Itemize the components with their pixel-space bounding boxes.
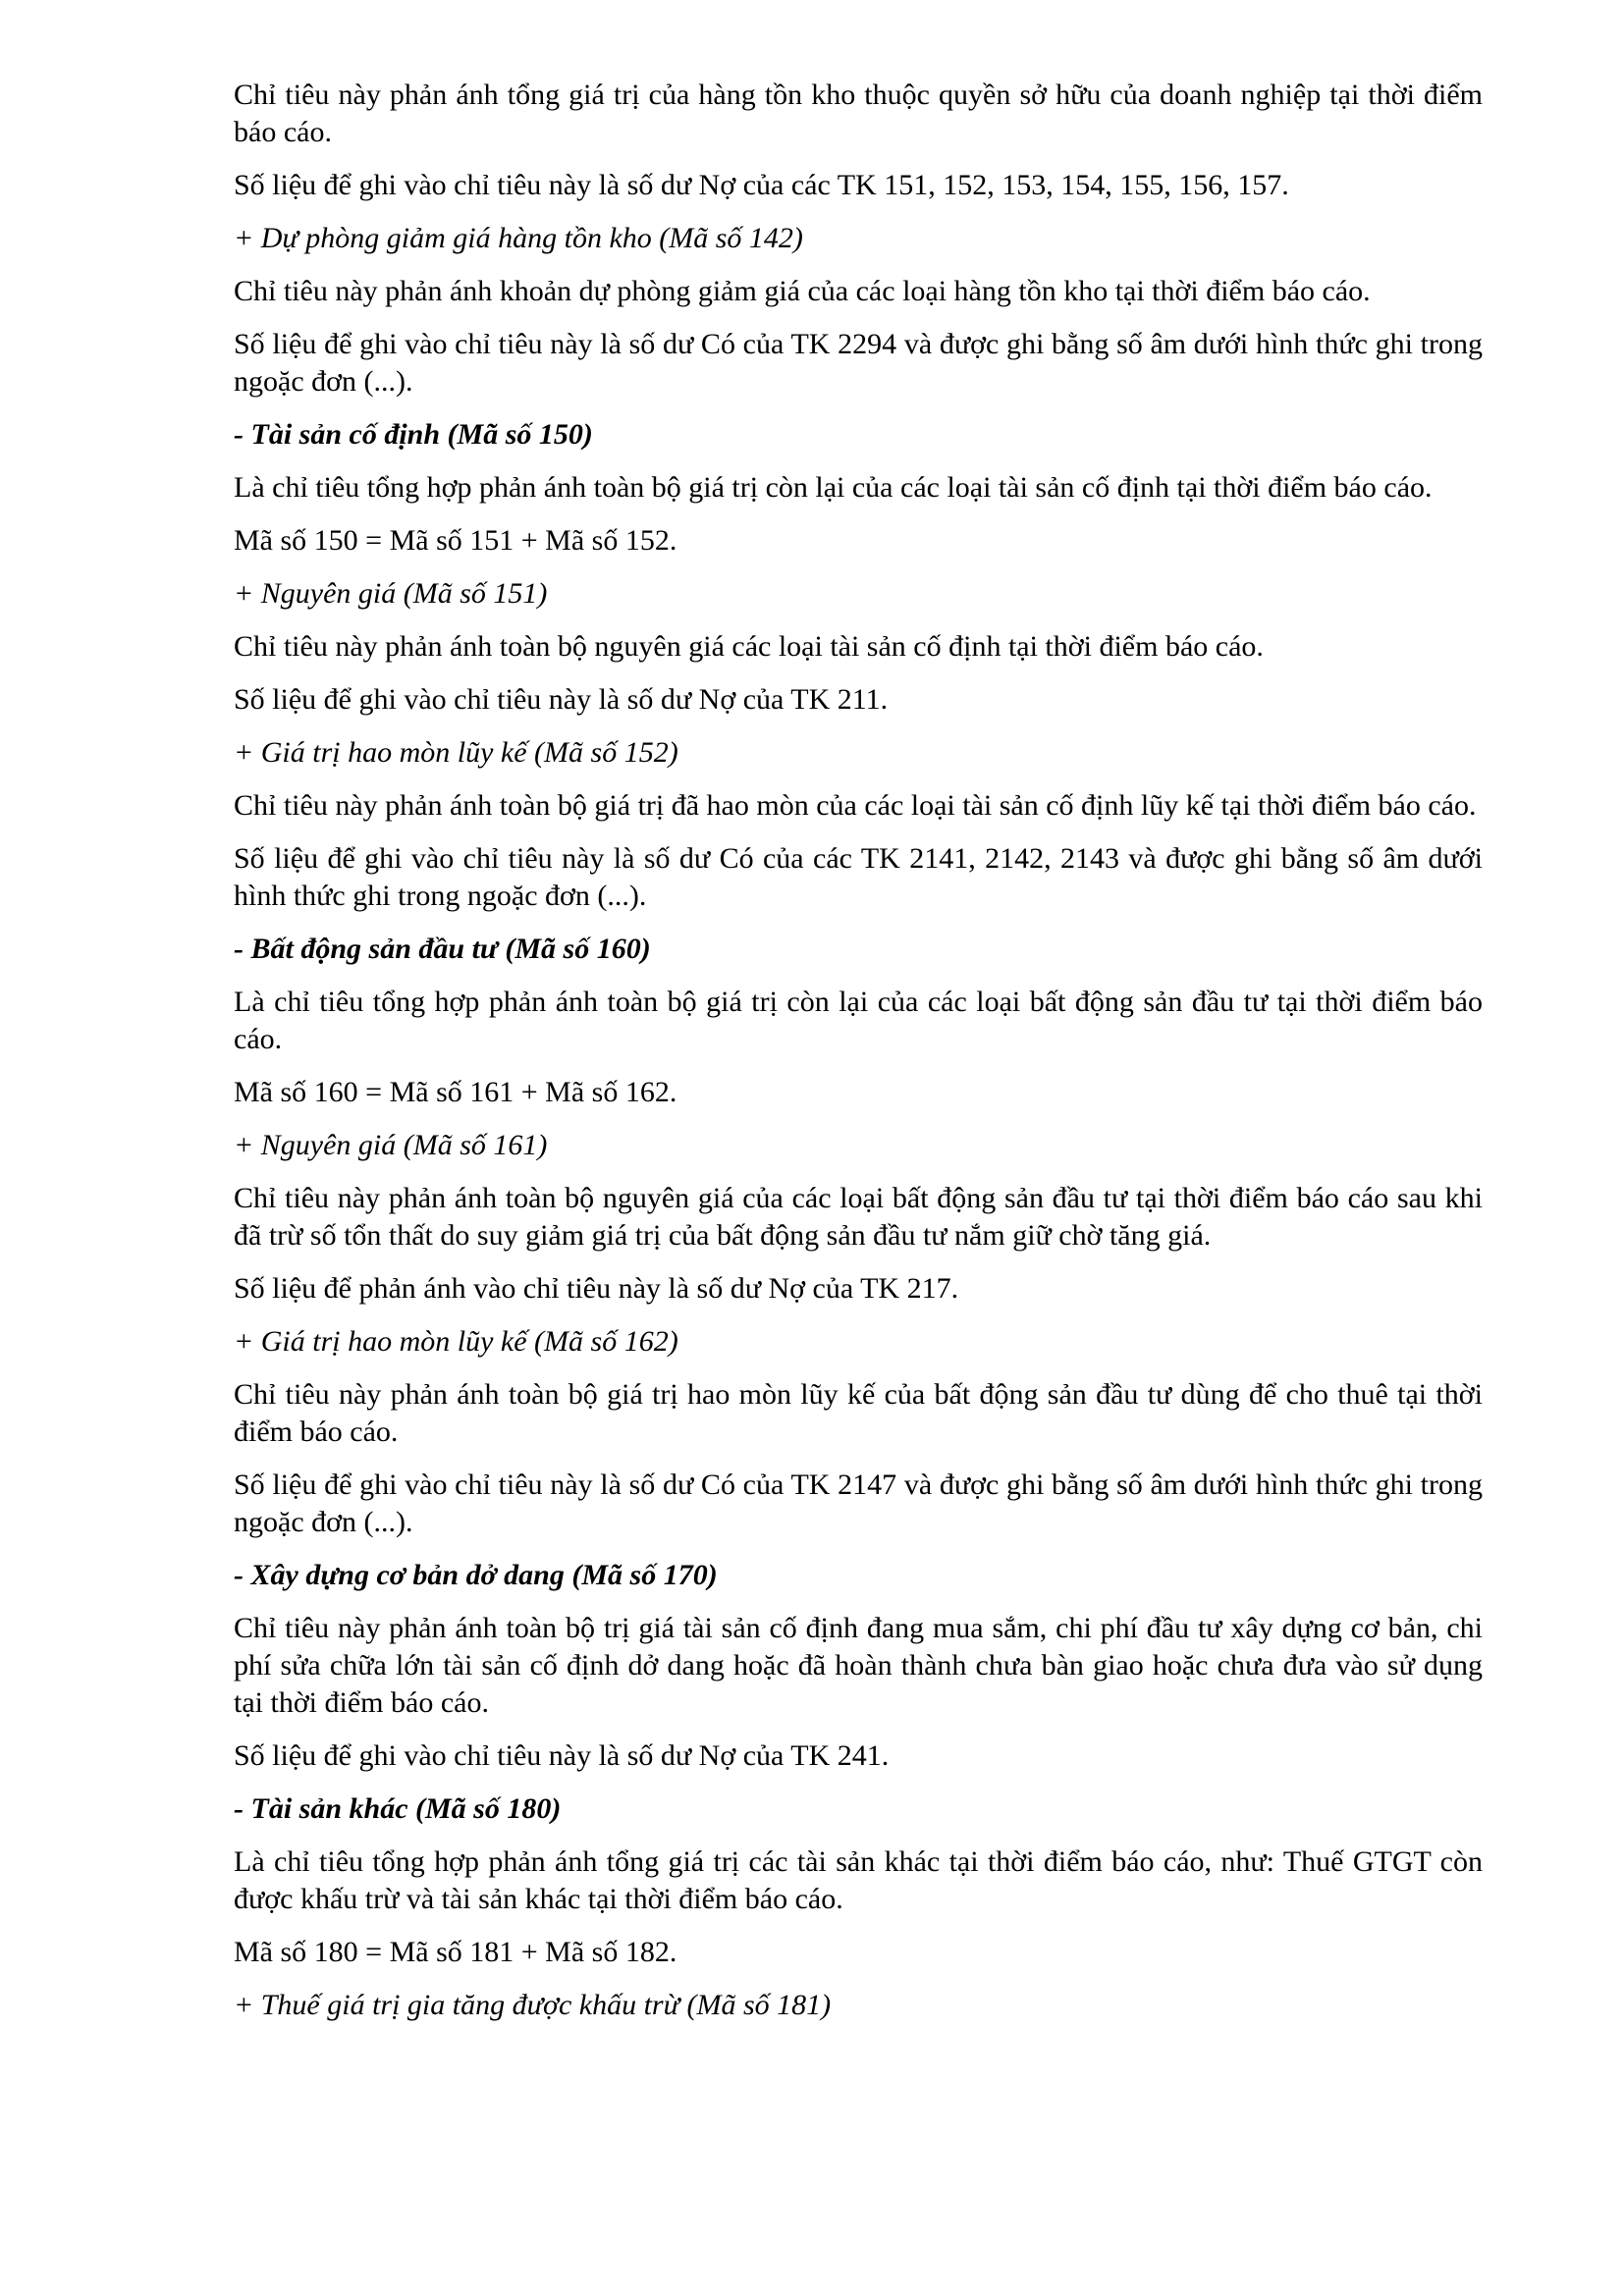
paragraph: Số liệu để ghi vào chỉ tiêu này là số dư Nợ của TK 241. — [234, 1739, 890, 1772]
paragraph: Chỉ tiêu này phản ánh khoản dự phòng giảm giá của các loại hàng tồn kho tại thời điểm báo cáo. — [234, 275, 1371, 307]
paragraph: Là chỉ tiêu tổng hợp phản ánh tổng giá trị các tài sản khác tại thời điểm báo cáo, như: Thuế GTGT còn được khấu trừ và tài sản khác tại thời điểm báo cáo. — [234, 1845, 1483, 1915]
paragraph: Chỉ tiêu này phản ánh toàn bộ giá trị đã hao mòn của các loại tài sản cố định lũy kế tại thời điểm báo cáo. — [234, 789, 1477, 822]
section-heading: - Bất động sản đầu tư (Mã số 160) — [234, 933, 651, 965]
paragraph: Là chỉ tiêu tổng hợp phản ánh toàn bộ giá trị còn lại của các loại tài sản cố định tại thời điểm báo cáo. — [234, 471, 1433, 504]
paragraph: Số liệu để ghi vào chỉ tiêu này là số dư Có của TK 2294 và được ghi bằng số âm dưới hình thức ghi trong ngoặc đơn (...). — [234, 328, 1483, 398]
section-heading: - Tài sản cố định (Mã số 150) — [234, 418, 593, 451]
paragraph: Là chỉ tiêu tổng hợp phản ánh toàn bộ giá trị còn lại của các loại bất động sản đầu tư tại thời điểm báo cáo. — [234, 986, 1483, 1055]
subheading: + Nguyên giá (Mã số 151) — [234, 577, 548, 610]
paragraph: Chỉ tiêu này phản ánh toàn bộ nguyên giá của các loại bất động sản đầu tư tại thời điểm báo cáo sau khi đã trừ số tổn thất do suy giảm giá trị của bất động sản đầu tư nắm giữ chờ tăng giá. — [234, 1182, 1483, 1252]
paragraph: Số liệu để ghi vào chỉ tiêu này là số dư Nợ của các TK 151, 152, 153, 154, 155, 156, 157. — [234, 169, 1289, 201]
paragraph: Số liệu để ghi vào chỉ tiêu này là số dư Nợ của TK 211. — [234, 683, 889, 716]
paragraph: Chỉ tiêu này phản ánh toàn bộ giá trị hao mòn lũy kế của bất động sản đầu tư dùng để cho thuê tại thời điểm báo cáo. — [234, 1378, 1483, 1448]
paragraph: Chỉ tiêu này phản ánh toàn bộ trị giá tài sản cố định đang mua sắm, chi phí đầu tư xây dựng cơ bản, chi phí sửa chữa lớn tài sản cố định dở dang hoặc đã hoàn thành chưa bàn giao hoặc chưa đưa vào sử dụng tại thời điểm báo cáo. — [234, 1612, 1483, 1719]
subheading: + Thuế giá trị gia tăng được khấu trừ (Mã số 181) — [234, 1989, 832, 2021]
section-heading: - Xây dựng cơ bản dở dang (Mã số 170) — [234, 1559, 718, 1591]
document-page — [234, 77, 1483, 2040]
subheading: + Nguyên giá (Mã số 161) — [234, 1129, 548, 1161]
subheading: + Giá trị hao mòn lũy kế (Mã số 152) — [234, 736, 678, 769]
formula-line: Mã số 180 = Mã số 181 + Mã số 182. — [234, 1936, 677, 1968]
paragraph: Chỉ tiêu này phản ánh tổng giá trị của hàng tồn kho thuộc quyền sở hữu của doanh nghiệp tại thời điểm báo cáo. — [234, 79, 1483, 148]
paragraph: Chỉ tiêu này phản ánh toàn bộ nguyên giá các loại tài sản cố định tại thời điểm báo cáo. — [234, 630, 1264, 663]
formula-line: Mã số 160 = Mã số 161 + Mã số 162. — [234, 1076, 677, 1108]
paragraph: Số liệu để ghi vào chỉ tiêu này là số dư Có của TK 2147 và được ghi bằng số âm dưới hình thức ghi trong ngoặc đơn (...). — [234, 1468, 1483, 1538]
paragraph: Số liệu để ghi vào chỉ tiêu này là số dư Có của các TK 2141, 2142, 2143 và được ghi bằng số âm dưới hình thức ghi trong ngoặc đơn (...). — [234, 842, 1483, 912]
subheading: + Giá trị hao mòn lũy kế (Mã số 162) — [234, 1325, 678, 1358]
formula-line: Mã số 150 = Mã số 151 + Mã số 152. — [234, 524, 677, 557]
paragraph: Số liệu để phản ánh vào chỉ tiêu này là số dư Nợ của TK 217. — [234, 1272, 959, 1305]
subheading: + Dự phòng giảm giá hàng tồn kho (Mã số 142) — [234, 222, 803, 254]
section-heading: - Tài sản khác (Mã số 180) — [234, 1792, 562, 1825]
